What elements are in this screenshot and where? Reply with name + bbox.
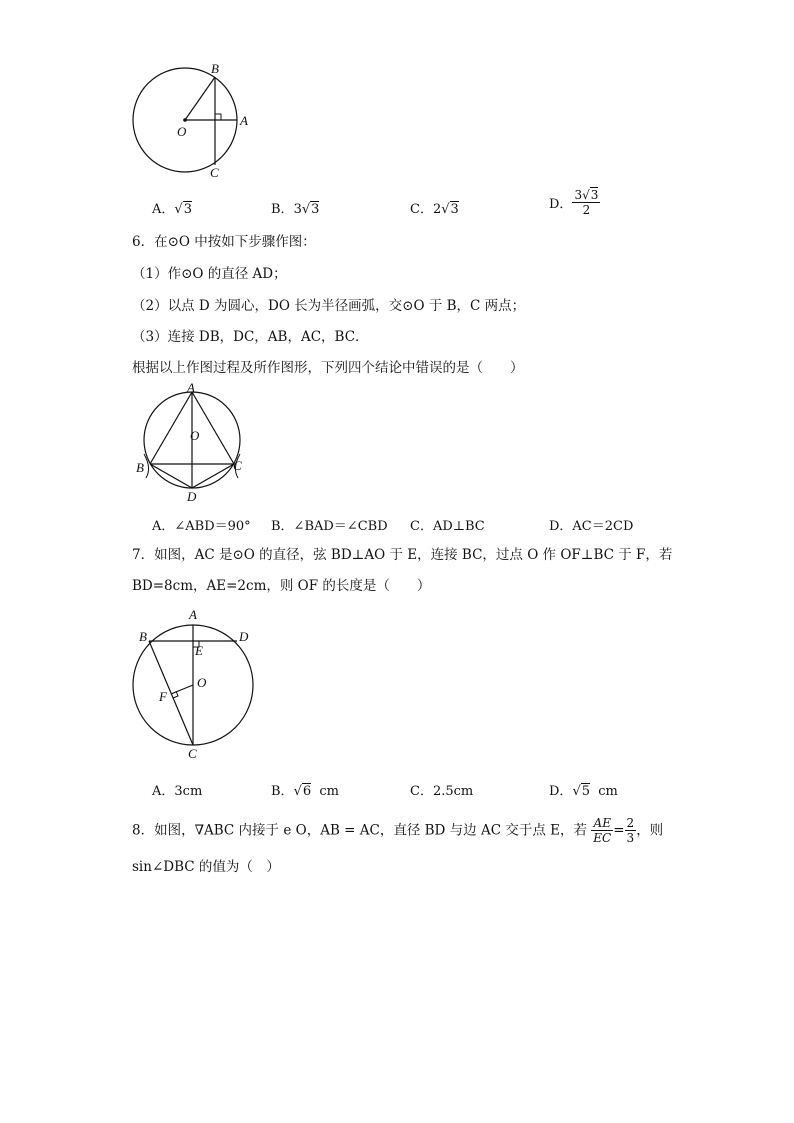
q5-right-angle-mark: [215, 114, 221, 120]
q5-label-a: A: [240, 113, 248, 128]
q7-label-f: F: [159, 689, 167, 704]
q7-figure: [125, 603, 265, 763]
q5-option-d-fraction: $\frac{3√3}{2}$: [574, 188, 599, 217]
q5-label-o: O: [177, 124, 187, 139]
q7-label-b: B: [139, 629, 147, 644]
q6-step-3: （3）连接 DB，DC，AB，AC，BC．: [132, 329, 369, 345]
q5-label-c: C: [210, 165, 219, 180]
q5-option-d[interactable]: D． $\frac{3√3}{2}$: [549, 188, 599, 217]
q8-ratio-fraction: $\frac{AE}{EC}$: [593, 816, 612, 845]
q6-step-1: （1）作⊙O 的直径 AD；: [132, 266, 287, 282]
q5-figure: [125, 58, 265, 183]
q5-radius-ob: [185, 77, 215, 120]
q6-option-b[interactable]: B．∠BAD＝∠CBD: [271, 519, 388, 534]
q6-segment-db: [150, 464, 192, 488]
q6-option-a[interactable]: A．∠ABD＝90°: [152, 519, 251, 534]
q8-value-fraction: $\frac{2}{3}$: [626, 816, 635, 845]
q6-option-d[interactable]: D．AC＝2CD: [549, 519, 634, 534]
q6-segment-ab: [150, 392, 192, 464]
q6-stem: 6．在⊙O 中按如下步骤作图：: [132, 234, 316, 250]
q6-label-d: D: [187, 489, 197, 504]
q6-figure: [130, 382, 250, 504]
q7-option-c[interactable]: C．2.5cm: [410, 784, 474, 799]
q7-label-a: A: [189, 607, 197, 622]
q7-option-a[interactable]: A．3cm: [152, 784, 203, 799]
q7-label-c: C: [188, 746, 197, 761]
q7-label-e: E: [195, 643, 203, 658]
q6-step-2: （2）以点 D 为圆心，DO 长为半径画弧，交⊙O 于 B，C 两点；: [132, 298, 526, 314]
q7-stem-line-1: 7．如图，AC 是⊙O 的直径，弦 BD⊥AO 于 E，连接 BC，过点 O 作 OF⊥BC 于 F，若: [132, 547, 673, 563]
q8-stem-line-1: 8．如图，∇ABC 内接于 e O，AB = AC，直径 BD 与边 AC 交于点 E，若 $\frac{AE}{EC}$ = $\frac{2}{3}$ ，则: [132, 816, 664, 845]
q7-label-d: D: [239, 629, 249, 644]
q7-stem-line-2: BD=8cm，AE=2cm，则 OF 的长度是（ ）: [132, 578, 431, 594]
q5-center-dot: [183, 118, 187, 122]
q5-option-b[interactable]: B．3√3: [271, 202, 320, 217]
q6-label-a: A: [187, 382, 195, 395]
q7-option-b[interactable]: B．√6 cm: [271, 784, 340, 799]
q5-label-b: B: [211, 61, 219, 76]
q7-option-d[interactable]: D．√5 cm: [549, 784, 618, 799]
q7-segment-bc: [149, 641, 193, 745]
q7-segment-of: [171, 685, 193, 694]
q6-option-c[interactable]: C．AD⊥BC: [410, 519, 485, 534]
q6-label-c: C: [233, 458, 242, 473]
q6-segment-dc: [192, 464, 234, 488]
q8-stem-line-2: sin∠DBC 的值为（ ）: [132, 859, 280, 875]
q7-label-o: O: [197, 675, 207, 690]
q6-label-b: B: [136, 460, 144, 475]
q6-question: 根据以上作图过程及所作图形，下列四个结论中错误的是（ ）: [132, 360, 524, 376]
q6-label-o: O: [190, 428, 200, 443]
q5-option-a[interactable]: A．√3: [152, 202, 192, 217]
q5-option-c[interactable]: C．2√3: [410, 202, 459, 217]
